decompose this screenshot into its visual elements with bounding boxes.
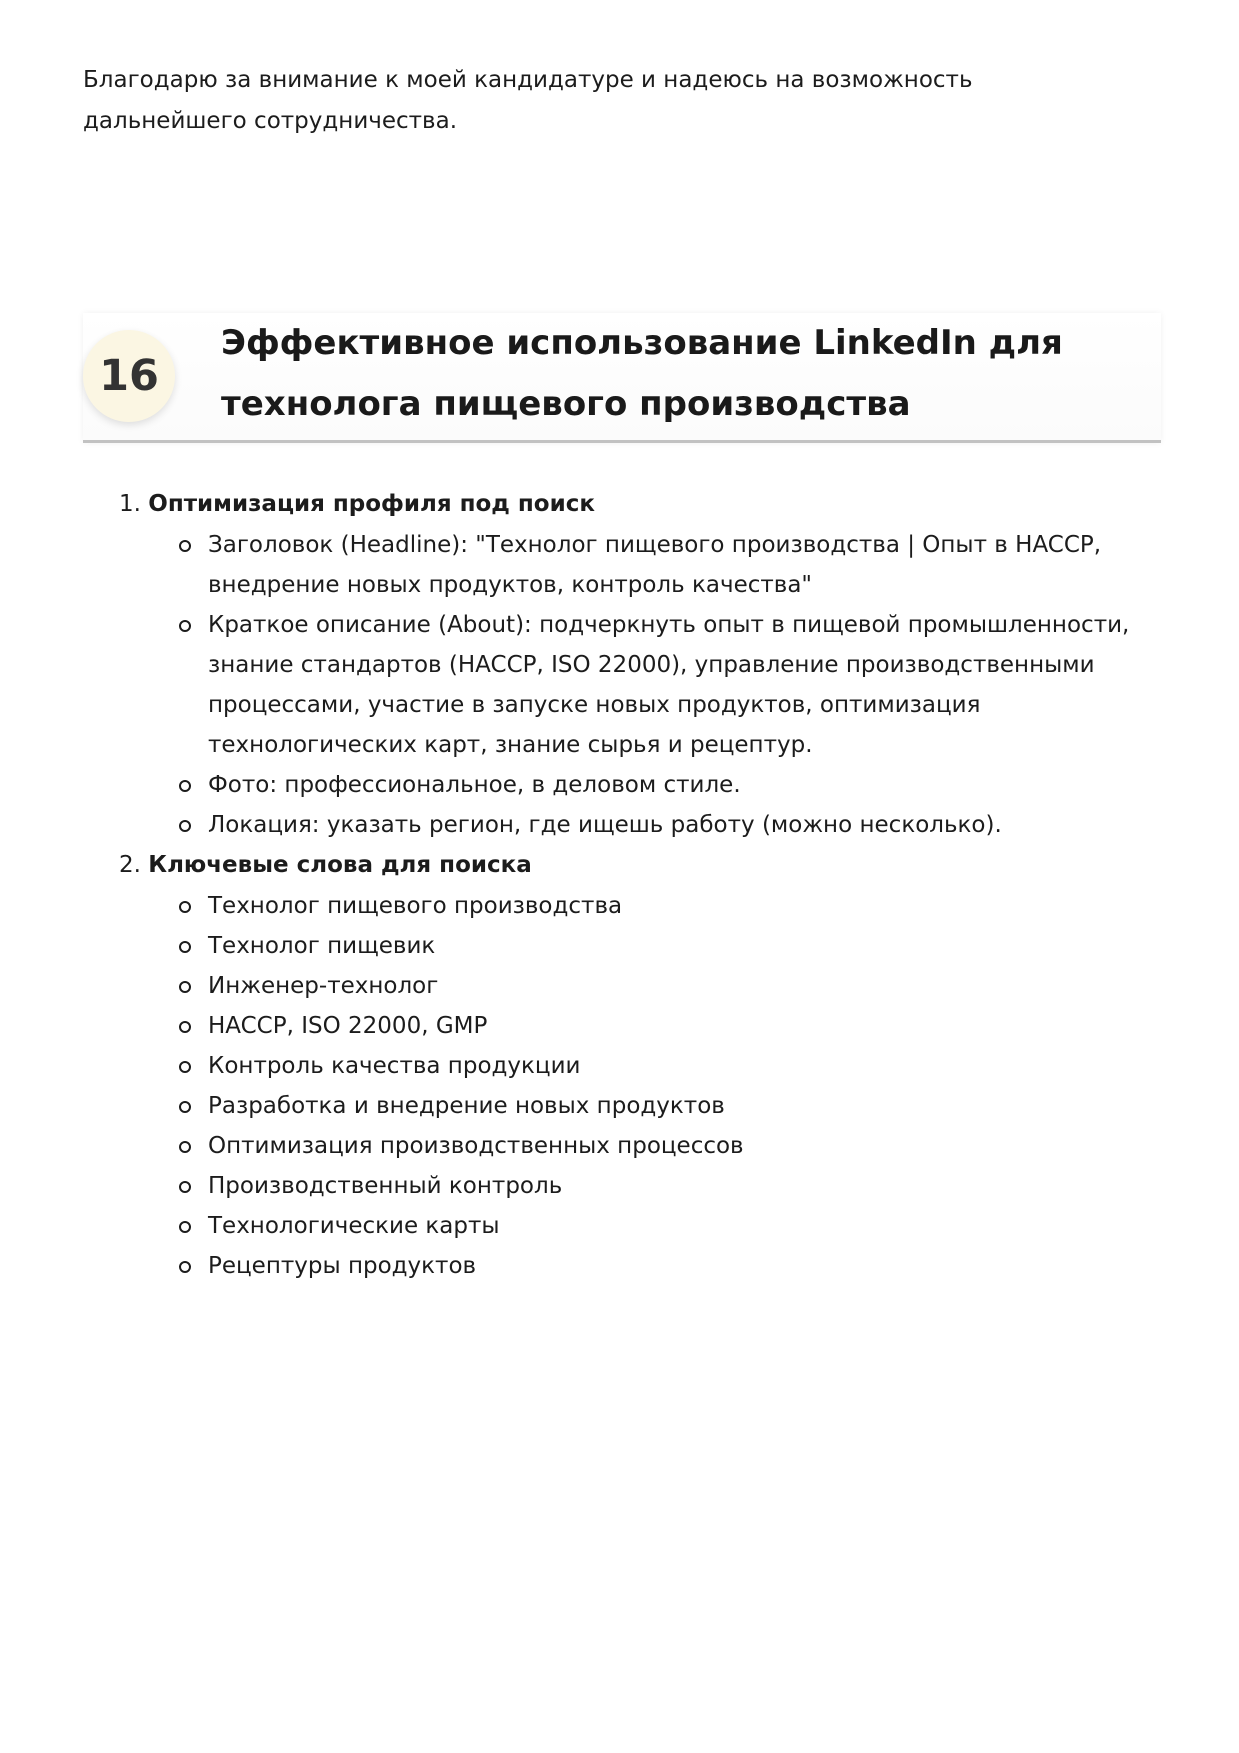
bullet-text: Контроль качества продукции bbox=[208, 1053, 581, 1079]
circle-bullet-icon bbox=[179, 981, 191, 993]
circle-bullet-icon bbox=[179, 1061, 191, 1073]
bullet-item bbox=[83, 605, 1163, 765]
bullet-text: Оптимизация производственных процессов bbox=[208, 1133, 744, 1159]
numbered-list bbox=[83, 484, 1163, 1286]
bullet-text: Рецептуры продуктов bbox=[208, 1253, 477, 1279]
bullet-list bbox=[83, 886, 1163, 1286]
circle-bullet-icon bbox=[179, 1181, 191, 1193]
bullet-text: Локация: указать регион, где ищешь работу (можно несколько). bbox=[208, 812, 1002, 838]
bullet-item bbox=[83, 1086, 1163, 1126]
bullet-item bbox=[83, 886, 1163, 926]
list-item-label: Оптимизация профиля под поиск bbox=[148, 491, 595, 517]
circle-bullet-icon bbox=[179, 941, 191, 953]
bullet-item bbox=[83, 1246, 1163, 1286]
bullet-text: Технолог пищевого производства bbox=[208, 893, 623, 919]
bullet-text: Фото: профессиональное, в деловом стиле. bbox=[208, 772, 741, 798]
list-item-heading bbox=[83, 845, 1163, 886]
circle-bullet-icon bbox=[179, 1101, 191, 1113]
section-number-badge: 16 bbox=[83, 330, 175, 422]
section-header bbox=[83, 313, 1161, 443]
bullet-item bbox=[83, 1206, 1163, 1246]
circle-bullet-icon bbox=[179, 901, 191, 913]
list-item-profile-optimization bbox=[83, 484, 1163, 845]
list-item-number: 1. bbox=[119, 491, 141, 517]
list-item-heading bbox=[83, 484, 1163, 525]
list-item-number: 2. bbox=[119, 852, 141, 878]
circle-bullet-icon bbox=[179, 1261, 191, 1273]
circle-bullet-icon bbox=[179, 780, 191, 792]
bullet-item bbox=[83, 765, 1163, 805]
bullet-item bbox=[83, 525, 1163, 605]
bullet-item bbox=[83, 1166, 1163, 1206]
bullet-item bbox=[83, 1006, 1163, 1046]
circle-bullet-icon bbox=[179, 820, 191, 832]
circle-bullet-icon bbox=[179, 540, 191, 552]
bullet-text: Заголовок (Headline): "Технолог пищевого производства | Опыт в HACCP, внедрение новых продуктов, контроль качества" bbox=[208, 532, 1102, 598]
bullet-text: Инженер-технолог bbox=[208, 973, 439, 999]
circle-bullet-icon bbox=[179, 620, 191, 632]
list-item-search-keywords bbox=[83, 845, 1163, 1286]
bullet-item bbox=[83, 926, 1163, 966]
circle-bullet-icon bbox=[179, 1221, 191, 1233]
section-title: Эффективное использование LinkedIn для технолога пищевого производства bbox=[221, 323, 1063, 424]
bullet-text: Производственный контроль bbox=[208, 1173, 563, 1199]
bullet-item bbox=[83, 1046, 1163, 1086]
circle-bullet-icon bbox=[179, 1021, 191, 1033]
bullet-text: Разработка и внедрение новых продуктов bbox=[208, 1093, 725, 1119]
bullet-text: HACCP, ISO 22000, GMP bbox=[208, 1013, 488, 1039]
list-item-label: Ключевые слова для поиска bbox=[148, 852, 532, 878]
bullet-item bbox=[83, 966, 1163, 1006]
bullet-item bbox=[83, 805, 1163, 845]
closing-paragraph: Благодарю за внимание к моей кандидатуре и надеюсь на возможность дальнейшего сотрудничества. bbox=[83, 67, 973, 134]
bullet-text: Технолог пищевик bbox=[208, 933, 436, 959]
bullet-text: Технологические карты bbox=[208, 1213, 500, 1239]
section-content bbox=[83, 484, 1163, 1286]
bullet-list bbox=[83, 525, 1163, 845]
circle-bullet-icon bbox=[179, 1141, 191, 1153]
bullet-item bbox=[83, 1126, 1163, 1166]
bullet-text: Краткое описание (About): подчеркнуть опыт в пищевой промышленности, знание стандартов (HACCP, ISO 22000), управление производственными процессами, участие в запуске новых продуктов, оптимизация технологических карт, знание сырья и рецептур. bbox=[208, 612, 1130, 758]
